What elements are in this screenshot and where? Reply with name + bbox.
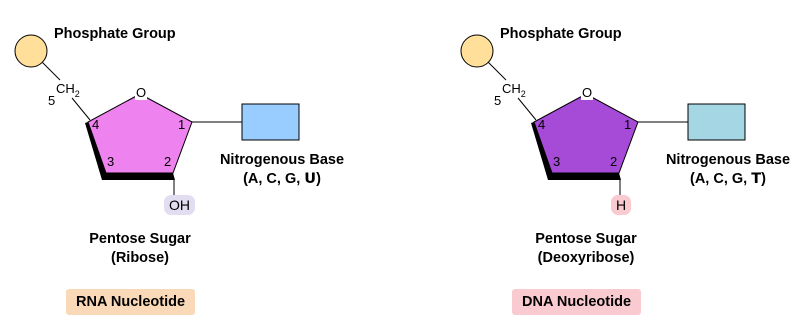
dna-carbon-3-label: 3 bbox=[553, 154, 561, 169]
dna-phosphate-bond bbox=[488, 62, 506, 80]
rna-sugar-title: Pentose Sugar bbox=[89, 231, 191, 247]
rna-phosphate-circle bbox=[15, 35, 47, 67]
rna-base-label bbox=[212, 151, 352, 189]
dna-base-letters: (A, C, G, T) bbox=[690, 171, 766, 187]
dna-h-group: H bbox=[611, 195, 631, 215]
dna-phosphate-label: Phosphate Group bbox=[500, 26, 622, 42]
rna-ch-subscript: 2 bbox=[74, 89, 80, 99]
rna-uracil-letter: U bbox=[304, 171, 317, 187]
rna-base-rect bbox=[242, 104, 299, 140]
rna-ch2-bond bbox=[72, 98, 90, 120]
rna-ch-text: CH bbox=[56, 81, 75, 96]
rna-ring-oxygen-label: O bbox=[136, 85, 147, 100]
dna-phosphate-circle bbox=[461, 35, 493, 67]
rna-carbon-5-label: 5 bbox=[48, 93, 56, 108]
rna-sugar-label bbox=[70, 230, 210, 268]
rna-sugar-type: (Ribose) bbox=[111, 250, 169, 266]
rna-phosphate-bond bbox=[42, 62, 60, 80]
rna-ch2-label bbox=[56, 81, 80, 99]
dna-sugar-type: (Deoxyribose) bbox=[537, 250, 635, 266]
rna-carbon-3-label: 3 bbox=[107, 154, 115, 169]
dna-base-label bbox=[658, 151, 798, 189]
dna-sugar-title: Pentose Sugar bbox=[535, 231, 637, 247]
dna-ring-oxygen-label: O bbox=[582, 85, 593, 100]
rna-sugar-ring bbox=[88, 94, 192, 173]
dna-thymine-letter: T bbox=[751, 171, 762, 187]
dna-carbon-4-label: 4 bbox=[538, 117, 546, 132]
dna-carbon-2-label: 2 bbox=[610, 154, 618, 169]
dna-nucleotide-panel bbox=[446, 0, 809, 326]
dna-ch-subscript: 2 bbox=[520, 89, 526, 99]
rna-oh-group: OH bbox=[164, 195, 195, 215]
rna-carbon-1-label: 1 bbox=[178, 117, 186, 132]
dna-carbon-1-label: 1 bbox=[624, 117, 632, 132]
rna-carbon-4-label: 4 bbox=[92, 117, 100, 132]
dna-sugar-ring bbox=[534, 94, 638, 173]
rna-carbon-2-label: 2 bbox=[164, 154, 172, 169]
dna-sugar-label bbox=[516, 230, 656, 268]
rna-base-letters: (A, C, G, U) bbox=[243, 171, 321, 187]
rna-phosphate-label: Phosphate Group bbox=[54, 26, 176, 42]
dna-ch2-label bbox=[502, 81, 526, 99]
dna-ch-text: CH bbox=[502, 81, 521, 96]
rna-base-title: Nitrogenous Base bbox=[219, 152, 345, 168]
dna-carbon-5-label: 5 bbox=[494, 93, 502, 108]
dna-ch2-bond bbox=[518, 98, 536, 120]
dna-title-badge: DNA Nucleotide bbox=[512, 289, 641, 315]
rna-nucleotide-panel bbox=[0, 0, 404, 326]
rna-title-badge: RNA Nucleotide bbox=[66, 289, 195, 315]
dna-base-rect bbox=[688, 104, 745, 140]
dna-base-title: Nitrogenous Base bbox=[665, 152, 791, 168]
